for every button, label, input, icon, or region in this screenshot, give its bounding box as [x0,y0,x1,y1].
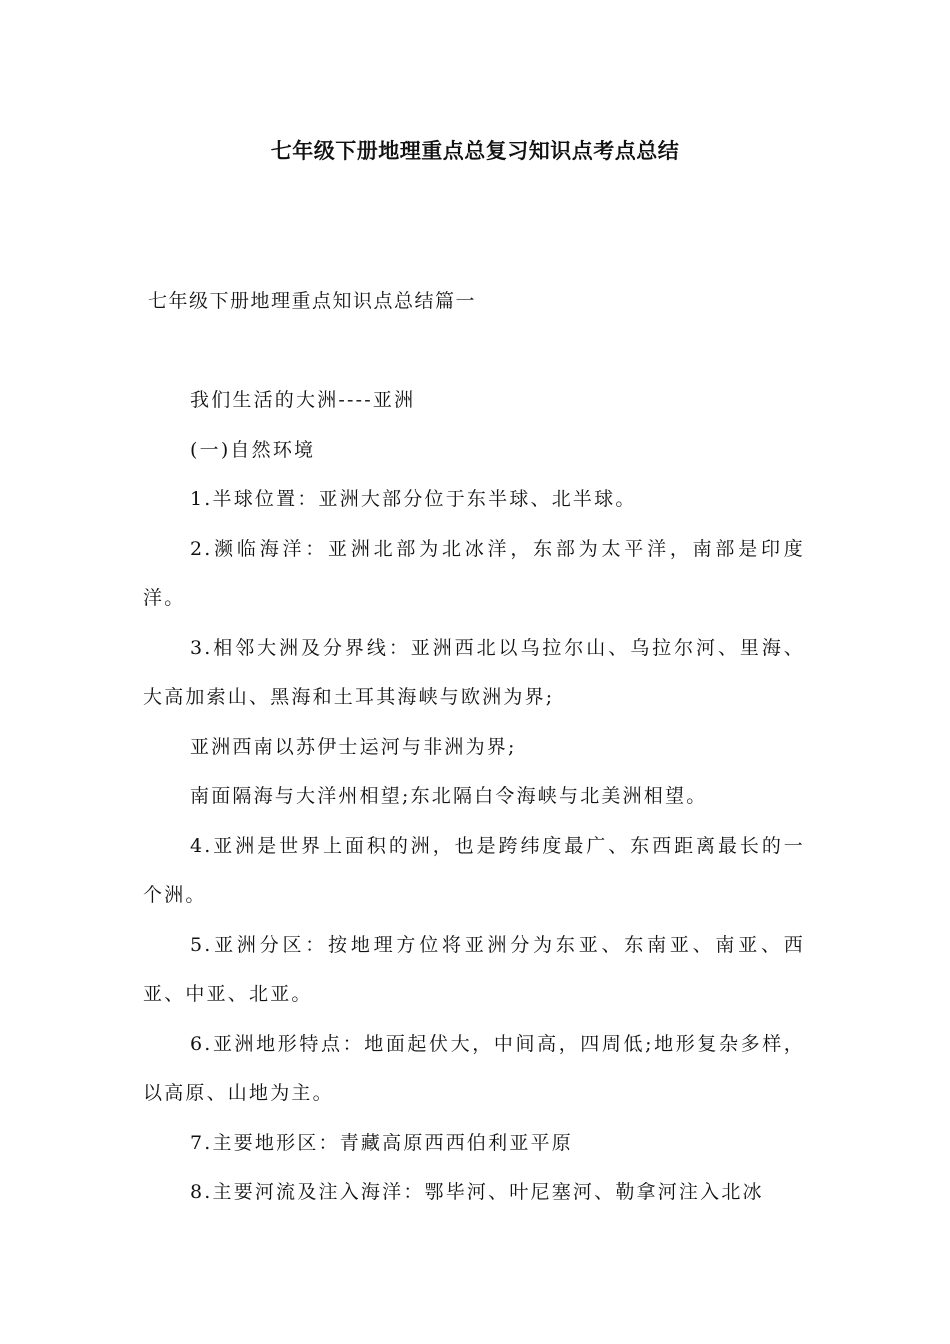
paragraph: 7.主要地形区：青藏高原西西伯利亚平原 [190,1131,573,1154]
section-heading: 七年级下册地理重点知识点总结篇一 [148,290,477,312]
paragraph: 我们生活的大洲----亚洲 [190,389,416,411]
paragraph: 5.亚洲分区：按地理方位将亚洲分为东亚、东南亚、南亚、西亚、中亚、北亚。 [143,933,805,1005]
paragraph: 8.主要河流及注入海洋：鄂毕河、叶尼塞河、勒拿河注入北冰 [190,1181,764,1203]
paragraph: (一)自然环境 [190,438,316,461]
document-title: 七年级下册地理重点总复习知识点考点总结 [270,139,680,163]
paragraph: 亚洲西南以苏伊士运河与非洲为界; [190,735,517,758]
document-body [143,376,805,1218]
paragraph: 3.相邻大洲及分界线：亚洲西北以乌拉尔山、乌拉尔河、里海、大高加索山、黑海和土耳其海峡与欧洲为界; [143,636,805,708]
paragraph: 4.亚洲是世界上面积的洲，也是跨纬度最广、东西距离最长的一个洲。 [143,834,805,906]
paragraph: 1.半球位置：亚洲大部分位于东半球、北半球。 [190,488,637,510]
paragraph: 6.亚洲地形特点：地面起伏大，中间高，四周低;地形复杂多样，以高原、山地为主。 [143,1032,805,1104]
paragraph: 2.濒临海洋：亚洲北部为北冰洋，东部为太平洋，南部是印度洋。 [143,537,805,609]
paragraph: 南面隔海与大洋州相望;东北隔白令海峡与北美洲相望。 [190,785,708,807]
